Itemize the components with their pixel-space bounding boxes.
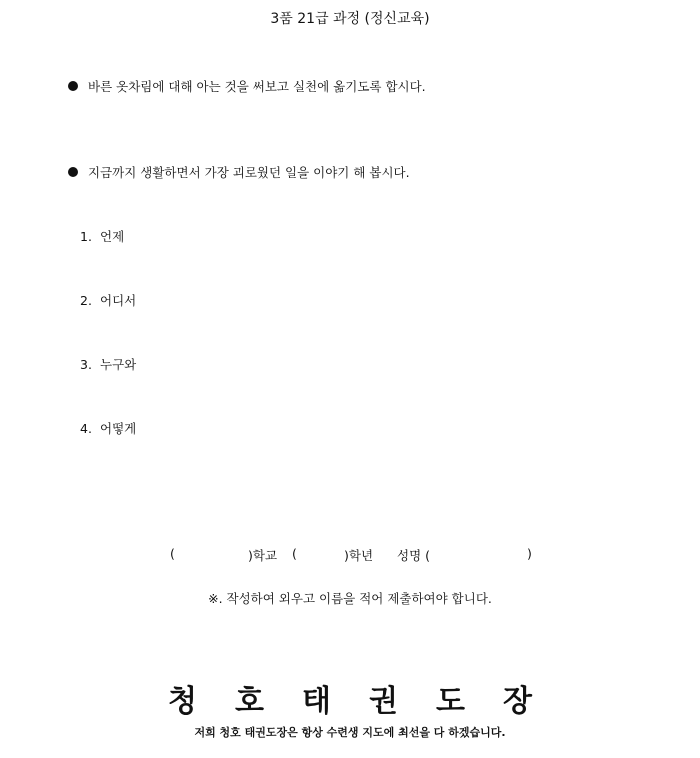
question-1	[68, 77, 426, 95]
item-label: 어디서	[100, 293, 137, 308]
question-1-text: 바른 옷차림에 대해 아는 것을 써보고 실천에 옮기도록 합시다.	[88, 79, 426, 94]
page-title: 3품 21급 과정 (정신교육)	[270, 11, 430, 27]
question-2	[68, 163, 410, 181]
item-number: 1.	[80, 229, 92, 244]
item-label: 언제	[100, 229, 125, 244]
bullet-icon	[68, 81, 78, 91]
bullet-icon	[68, 167, 78, 177]
list-item	[80, 355, 136, 373]
dojang-slogan: 저희 청호 태권도장은 항상 수련생 지도에 최선을 다 하겠습니다.	[194, 726, 506, 739]
grade-label: )학년	[344, 548, 374, 563]
item-label: 누구와	[100, 357, 137, 372]
name-close-paren: )	[527, 546, 532, 561]
item-number: 4.	[80, 421, 92, 436]
list-item	[80, 227, 124, 245]
dojang-name: 청호태권도장	[168, 684, 570, 719]
school-open-paren: (	[170, 546, 175, 561]
item-number: 2.	[80, 293, 92, 308]
submission-note: ※. 작성하여 외우고 이름을 적어 제출하여야 합니다.	[208, 591, 492, 606]
item-label: 어떻게	[100, 421, 137, 436]
list-item	[80, 419, 136, 437]
item-number: 3.	[80, 357, 92, 372]
question-2-text: 지금까지 생활하면서 가장 괴로웠던 일을 이야기 해 봅시다.	[88, 165, 410, 180]
grade-open-paren: (	[292, 546, 297, 561]
school-label: )학교	[248, 548, 278, 563]
list-item	[80, 291, 136, 309]
name-label: 성명 (	[397, 548, 431, 563]
